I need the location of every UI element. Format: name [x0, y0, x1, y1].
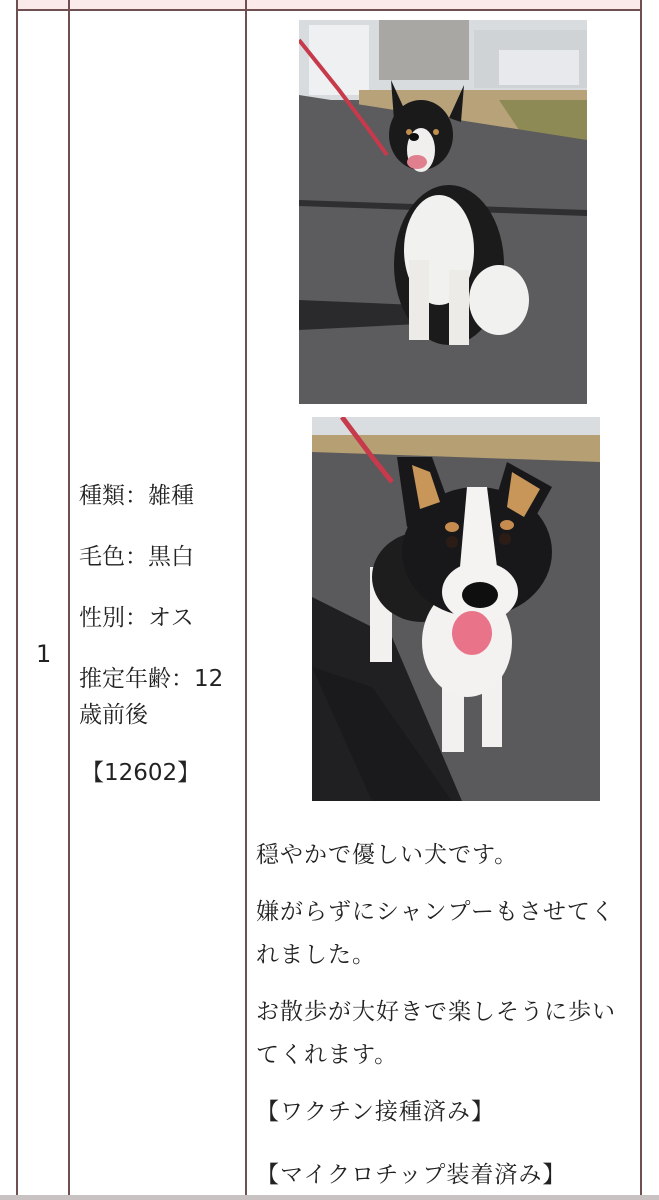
description-line-3: お散歩が大好きで楽しそうに歩いてくれます。 — [256, 999, 616, 1068]
dog-photo-sitting-image — [299, 20, 587, 404]
dog-photo-standing — [312, 417, 600, 801]
row-number: 1 — [36, 640, 52, 668]
table-header-divider — [18, 9, 641, 11]
dog-sex: 性別：オス — [79, 605, 194, 631]
table-border-left — [16, 0, 18, 1200]
dog-age: 推定年齢：12歳前後 — [79, 666, 224, 728]
description-line-2: 嫌がらずにシャンプーもさせてくれました。 — [256, 899, 615, 968]
table-header-cell-2 — [70, 0, 245, 9]
dog-description — [256, 834, 626, 1200]
dog-info — [79, 478, 239, 816]
description-line-1: 穏やかで優しい犬です。 — [256, 842, 519, 868]
table-header-cell-3 — [247, 0, 640, 9]
table-border-right — [640, 0, 642, 1200]
dog-photo-standing-image — [312, 417, 600, 801]
dog-type: 種類：雑種 — [79, 483, 194, 509]
table-header-cell-1 — [18, 0, 68, 9]
dog-color: 毛色：黒白 — [79, 544, 194, 570]
table-divider-1 — [68, 0, 70, 1200]
table-divider-2 — [245, 0, 247, 1200]
dog-photo-sitting — [299, 20, 587, 404]
microchip-status: 【マイクロチップ装着済み】 — [256, 1162, 567, 1188]
dog-id: 【12602】 — [81, 760, 201, 786]
page-bottom-edge — [0, 1195, 659, 1200]
vaccine-status: 【ワクチン接種済み】 — [256, 1099, 495, 1125]
